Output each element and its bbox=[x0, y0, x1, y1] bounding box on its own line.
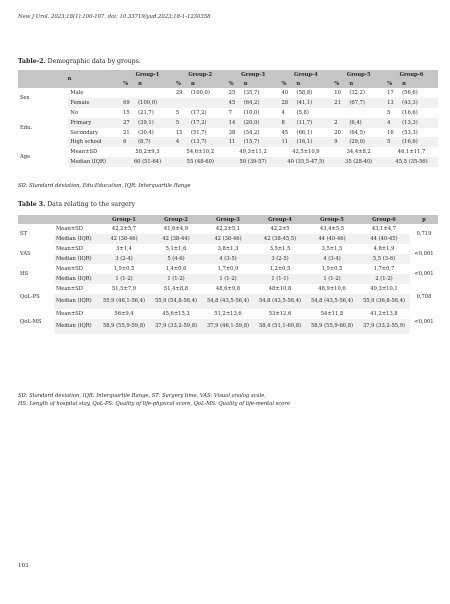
table-cell: 4 (3-5) bbox=[202, 254, 254, 264]
table-cell bbox=[174, 98, 189, 108]
table-cell: 54,8 (43,5-56,4) bbox=[306, 294, 358, 309]
table3-p-value: <0,001 bbox=[414, 251, 434, 257]
table2-subheader: n bbox=[242, 79, 280, 88]
table3-footnote-line1: SD: Standard deviation, IQR: Interquartile Range, ST: Surgery time, VAS: Visual analog scale, bbox=[18, 393, 266, 399]
table-row bbox=[18, 309, 438, 319]
table-cell: 5,1±1,6 bbox=[150, 244, 202, 254]
table-cell: (11,7) bbox=[295, 118, 333, 128]
table-cell: 44 (40-46) bbox=[306, 234, 358, 244]
table-cell: (64,2) bbox=[242, 98, 280, 108]
table-cell: 55,9 (46,1-56,4) bbox=[98, 294, 150, 309]
table2-subheader: n bbox=[136, 79, 174, 88]
table-cell bbox=[121, 88, 136, 98]
table-cell: (58,8) bbox=[296, 89, 313, 96]
demographic-table bbox=[18, 70, 438, 167]
table-row bbox=[18, 234, 438, 244]
table-cell: (43,3) bbox=[400, 98, 438, 108]
table2-caption-label: Table-2. bbox=[18, 58, 46, 65]
table-cell: 58,4 (51,1-60,8) bbox=[254, 319, 306, 334]
table-cell: 45 bbox=[227, 98, 242, 108]
table-cell: 58,2±9,3 bbox=[135, 149, 160, 156]
table-cell: (53,3) bbox=[402, 129, 418, 136]
table-cell: 1,5±0,5 bbox=[98, 264, 150, 274]
table3-p-value: <0,001 bbox=[414, 271, 434, 277]
table-row bbox=[18, 118, 438, 128]
table-cell: 48,9±10,6 bbox=[306, 284, 358, 294]
table-cell: 42 (38-44) bbox=[150, 234, 202, 244]
table-cell: 1 (1-2) bbox=[306, 274, 358, 284]
table3-caption-label: Table 3. bbox=[18, 201, 46, 208]
table3-header-row bbox=[18, 215, 438, 224]
table2-row-label: Primary bbox=[68, 118, 121, 128]
table-cell: 43,1±4,7 bbox=[358, 224, 410, 234]
table-cell: (54,2) bbox=[243, 129, 260, 136]
table3-row-label: Median (IQR) bbox=[54, 234, 98, 244]
table-cell: (41,1) bbox=[295, 98, 333, 108]
table-cell: 1,5±0,5 bbox=[306, 264, 358, 274]
table2-row-group: Edu. bbox=[18, 108, 68, 148]
table-cell: 4 bbox=[174, 137, 189, 147]
table-cell: 37,9 (46,1-59,8) bbox=[202, 319, 254, 334]
table2-row-group: Age bbox=[18, 147, 68, 167]
table-cell: 2 bbox=[332, 118, 347, 128]
table-cell: 27 bbox=[121, 118, 136, 128]
table2-row-label: Median (IQR) bbox=[68, 157, 121, 167]
table-cell: 58,9 (55,9-60,8) bbox=[306, 319, 358, 334]
running-header: New J Urol. 2023;18(1):100-107. doi: 10.33719/yud.2023;18-1-1230358 bbox=[18, 14, 211, 20]
table-cell: 5,5 (3-6) bbox=[358, 254, 410, 264]
table-cell: 38 bbox=[228, 129, 236, 136]
table-row bbox=[18, 254, 438, 264]
table-cell: (29,0) bbox=[347, 137, 385, 147]
table-cell: 42,2±5 bbox=[254, 224, 306, 234]
table-cell: 1 (1-2) bbox=[98, 274, 150, 284]
table3-row-group: QoL-MS bbox=[20, 318, 42, 325]
table-cell: 25 bbox=[228, 89, 236, 96]
table-cell: 5 bbox=[385, 137, 400, 147]
table-cell: 40 bbox=[281, 89, 289, 96]
table3-caption-text: Data relating to the surgery bbox=[45, 201, 136, 208]
table-cell: 1 (1-1) bbox=[254, 274, 306, 284]
table-cell: 46,1±11,7 bbox=[397, 149, 426, 156]
table-cell: (39,1) bbox=[136, 118, 174, 128]
table-cell: 28 bbox=[279, 98, 294, 108]
table-cell: 42,2±5,1 bbox=[202, 224, 254, 234]
table3-p-value: 0,708 bbox=[416, 293, 432, 300]
table3-column-header: p bbox=[410, 215, 438, 224]
table-cell: (56,6) bbox=[402, 89, 418, 96]
table-cell: 3,5±1,5 bbox=[254, 244, 306, 254]
table-cell: 4 bbox=[385, 118, 400, 128]
table-row bbox=[18, 264, 438, 274]
table-cell: 42 (38-45,5) bbox=[254, 234, 306, 244]
table3-column-header: Group-4 bbox=[254, 215, 306, 224]
table-cell: 1,7±0,7 bbox=[358, 264, 410, 274]
table2-n-header: n bbox=[18, 70, 121, 88]
table-cell: (100,0) bbox=[136, 98, 174, 108]
table-cell: 9 bbox=[332, 137, 347, 147]
table2-header-row bbox=[18, 70, 438, 79]
table2-group-header: Group-2 bbox=[174, 70, 227, 79]
table3-column-header: Group-6 bbox=[358, 215, 410, 224]
table3-row-label: Mean±SD bbox=[54, 309, 98, 319]
table-row bbox=[18, 294, 438, 309]
table3-row-group: QoL-PS bbox=[20, 293, 40, 300]
table-cell: 10 bbox=[334, 89, 341, 96]
table3-row-label: Median (IQR) bbox=[54, 274, 98, 284]
table-cell: 51,4±8,8 bbox=[150, 284, 202, 294]
table-cell: 21 bbox=[123, 129, 130, 136]
table-row bbox=[18, 98, 438, 108]
table-cell: 1,2±0,5 bbox=[254, 264, 306, 274]
table-cell: (67,7) bbox=[347, 98, 385, 108]
table-cell: 15 bbox=[175, 129, 183, 136]
table-cell: 43,4±5,5 bbox=[306, 224, 358, 234]
table2-group-header: Group-4 bbox=[279, 70, 332, 79]
table-cell: 13 bbox=[385, 98, 400, 108]
table-row bbox=[18, 137, 438, 147]
table-cell: (16,6) bbox=[400, 137, 438, 147]
table-cell: 15 bbox=[123, 109, 130, 116]
table2-row-label: No bbox=[70, 109, 78, 116]
table-cell: (6,4) bbox=[347, 118, 385, 128]
table-cell: 5 bbox=[175, 109, 180, 116]
table3-column-header bbox=[18, 215, 54, 224]
table3-column-header bbox=[54, 215, 98, 224]
table-cell: 3 (2-5) bbox=[254, 254, 306, 264]
table3-row-label: Median (IQR) bbox=[54, 294, 98, 309]
table-cell: 55,9 (36,8-56,4) bbox=[358, 294, 410, 309]
table-cell: 3,8±1,3 bbox=[202, 244, 254, 254]
table-cell: 4 bbox=[281, 109, 285, 116]
table-row bbox=[18, 224, 438, 234]
table-cell: 55 (48-60) bbox=[174, 157, 227, 167]
table2-subheader: % bbox=[279, 79, 294, 88]
table3-p-value: 0,719 bbox=[416, 231, 432, 237]
table-cell: 37,9 (33,2-59,8) bbox=[150, 319, 202, 334]
table-cell: 51,2±13,6 bbox=[202, 309, 254, 319]
table-cell: 2 (1-2) bbox=[358, 274, 410, 284]
table-cell: 49,3±11,2 bbox=[239, 149, 267, 156]
table3-caption bbox=[18, 201, 135, 208]
table-cell: (8,7) bbox=[136, 137, 174, 147]
table3-row-label: Mean±SD bbox=[54, 264, 98, 274]
table-row bbox=[18, 274, 438, 284]
table3-row-group: HS bbox=[20, 271, 29, 277]
table3-row-label: Median (IQR) bbox=[54, 319, 98, 334]
table-cell: 49,3±10,1 bbox=[358, 284, 410, 294]
table-cell: 41,2±13,8 bbox=[358, 309, 410, 319]
table-cell: 21 bbox=[332, 98, 347, 108]
table3-p-value: <0,001 bbox=[414, 318, 434, 325]
table-cell: 48,6±9,8 bbox=[202, 284, 254, 294]
table-cell: 56±9,4 bbox=[98, 309, 150, 319]
table3-row-group: ST bbox=[20, 231, 28, 237]
table2-subheader: n bbox=[189, 79, 227, 88]
table-cell: 14 bbox=[227, 118, 242, 128]
table-cell: (64,5) bbox=[349, 129, 365, 136]
table-cell: 35 (28-40) bbox=[332, 157, 385, 167]
table-cell: 20 bbox=[334, 129, 341, 136]
table-row bbox=[18, 147, 438, 157]
table-cell: (16,1) bbox=[295, 137, 333, 147]
table-cell: (66,1) bbox=[296, 129, 313, 136]
table3-column-header: Group-2 bbox=[150, 215, 202, 224]
table-cell: 16 bbox=[387, 129, 394, 136]
table2-caption-text: Demographic data by groups. bbox=[45, 58, 141, 65]
table-cell: (51,7) bbox=[190, 129, 207, 136]
table3-row-group: VAS bbox=[20, 251, 31, 257]
table3-row-label: Mean±SD bbox=[54, 284, 98, 294]
table2-subheader: % bbox=[174, 79, 189, 88]
table-cell: (21,7) bbox=[138, 109, 154, 116]
table-cell: 45,6±15,3 bbox=[150, 309, 202, 319]
table-cell: 54±11,8 bbox=[306, 309, 358, 319]
table-cell: 11 bbox=[227, 137, 242, 147]
table2-subheader: n bbox=[347, 79, 385, 88]
table-cell: (30,4) bbox=[138, 129, 154, 136]
table-cell: 42 (38-46) bbox=[98, 234, 150, 244]
surgery-table bbox=[18, 215, 438, 334]
table-cell: 4,8±1,9 bbox=[358, 244, 410, 254]
table2-row-label: Secondary bbox=[70, 129, 99, 136]
table-cell: 5 bbox=[387, 109, 391, 116]
table-cell: 17 bbox=[387, 89, 394, 96]
table-cell: 11 bbox=[279, 137, 294, 147]
table-cell: 29 bbox=[175, 89, 183, 96]
table-row bbox=[18, 88, 438, 98]
table-cell: 5 (4-6) bbox=[150, 254, 202, 264]
table-cell: (20,0) bbox=[242, 118, 280, 128]
table-cell: (13,7) bbox=[189, 137, 227, 147]
table-cell: (15,7) bbox=[242, 137, 280, 147]
table-row bbox=[18, 244, 438, 254]
table2-row-label: Mean±SD bbox=[70, 149, 98, 156]
table-cell bbox=[332, 108, 347, 118]
table-cell: 54,8 (43,5-56,4) bbox=[254, 294, 306, 309]
table-cell: (13,3) bbox=[400, 118, 438, 128]
table3-column-header: Group-1 bbox=[98, 215, 150, 224]
table3-column-header: Group-5 bbox=[306, 215, 358, 224]
table2-group-header: Group-1 bbox=[121, 70, 174, 79]
table3-row-label: Median (IQR) bbox=[54, 254, 98, 264]
table-cell: 6 bbox=[121, 137, 136, 147]
table-cell: 54,6±10,2 bbox=[186, 149, 214, 156]
table-cell: (100,0) bbox=[190, 89, 210, 96]
table2-row-label: Male bbox=[70, 89, 84, 96]
table-cell: 55,9 (54,8-56,4) bbox=[150, 294, 202, 309]
table-cell: (32,2) bbox=[349, 89, 365, 96]
table-cell: 44 (40-45) bbox=[358, 234, 410, 244]
table2-row-group: Sex bbox=[18, 88, 68, 108]
table-cell: 5 bbox=[174, 118, 189, 128]
table-cell: 42,2±5,7 bbox=[98, 224, 150, 234]
table2-subheader: % bbox=[332, 79, 347, 88]
table-cell: (16,6) bbox=[402, 109, 418, 116]
table-cell: 45 bbox=[281, 129, 289, 136]
table2-group-header: Group-3 bbox=[227, 70, 280, 79]
table-cell: 50 (39-57) bbox=[227, 157, 280, 167]
table3-row-label: Mean±SD bbox=[54, 244, 98, 254]
table2-subheader: % bbox=[385, 79, 400, 88]
table2-footnote: SD: Standard deviation, Edu:Education, IQR: Interquartile Range bbox=[18, 183, 191, 189]
table-cell: 1,4±0,6 bbox=[150, 264, 202, 274]
table-cell: 3±1,4 bbox=[98, 244, 150, 254]
table-cell: 45,5 (35-56) bbox=[385, 157, 438, 167]
table-cell: 1,7±0,9 bbox=[202, 264, 254, 274]
table-cell: 7 bbox=[228, 109, 232, 116]
table-row bbox=[18, 157, 438, 167]
table2-subheader: % bbox=[227, 79, 242, 88]
table-cell: 51,5±7,9 bbox=[98, 284, 150, 294]
page-number: 103 bbox=[18, 563, 29, 569]
table-cell: 1 (1-2) bbox=[150, 274, 202, 284]
table3-footnote-line2: HS: Length of hospital stay, QoL-PS: Quality of life-physical score, QoL-MS: Quality of life-mental score bbox=[18, 401, 290, 407]
table-cell: 40 (35,5-47,5) bbox=[279, 157, 332, 167]
table-cell: 41,6±4,9 bbox=[150, 224, 202, 234]
table-row bbox=[18, 108, 438, 118]
table-cell: 54,8 (43,5-56,4) bbox=[202, 294, 254, 309]
table2-subheader: n bbox=[295, 79, 333, 88]
table-cell: (35,7) bbox=[243, 89, 260, 96]
table-cell: 3 (2-4) bbox=[98, 254, 150, 264]
table-cell: (5,8) bbox=[296, 109, 309, 116]
table3-row-label: Mean±SD bbox=[54, 224, 98, 234]
table-row bbox=[18, 284, 438, 294]
table-cell: 53±12,6 bbox=[254, 309, 306, 319]
table-cell: 4 (3-4) bbox=[306, 254, 358, 264]
table-row bbox=[18, 128, 438, 138]
table-cell: 48±10,8 bbox=[254, 284, 306, 294]
table-row bbox=[18, 319, 438, 334]
table-cell: (17,2) bbox=[189, 118, 227, 128]
table2-row-label: High school bbox=[68, 137, 121, 147]
table3-column-header: Group-3 bbox=[202, 215, 254, 224]
table-cell bbox=[189, 98, 227, 108]
table-cell: 58,9 (55,9-59,8) bbox=[98, 319, 150, 334]
table2-row-label: Female bbox=[68, 98, 121, 108]
table-cell: 3,5±1,5 bbox=[306, 244, 358, 254]
table-cell: 42,5±10,9 bbox=[292, 149, 320, 156]
table-cell: 37,9 (33,2-55,9) bbox=[358, 319, 410, 334]
table-cell: 60 (51-64) bbox=[121, 157, 174, 167]
table2-subheader: % bbox=[121, 79, 136, 88]
table-cell: 69 bbox=[121, 98, 136, 108]
table2-group-header: Group-6 bbox=[385, 70, 438, 79]
table3-footnote bbox=[18, 392, 290, 408]
table-cell: 8 bbox=[279, 118, 294, 128]
table-cell: 34,4±8,2 bbox=[346, 149, 371, 156]
table-cell: 42 (38-46) bbox=[202, 234, 254, 244]
table-cell bbox=[347, 108, 385, 118]
table-cell: (17,2) bbox=[190, 109, 207, 116]
table-cell: (10,0) bbox=[243, 109, 260, 116]
table2-subheader: n bbox=[400, 79, 438, 88]
table2-caption bbox=[18, 58, 141, 65]
table2-group-header: Group-5 bbox=[332, 70, 385, 79]
table-cell: 1 (1-2) bbox=[202, 274, 254, 284]
table-cell bbox=[136, 88, 174, 98]
